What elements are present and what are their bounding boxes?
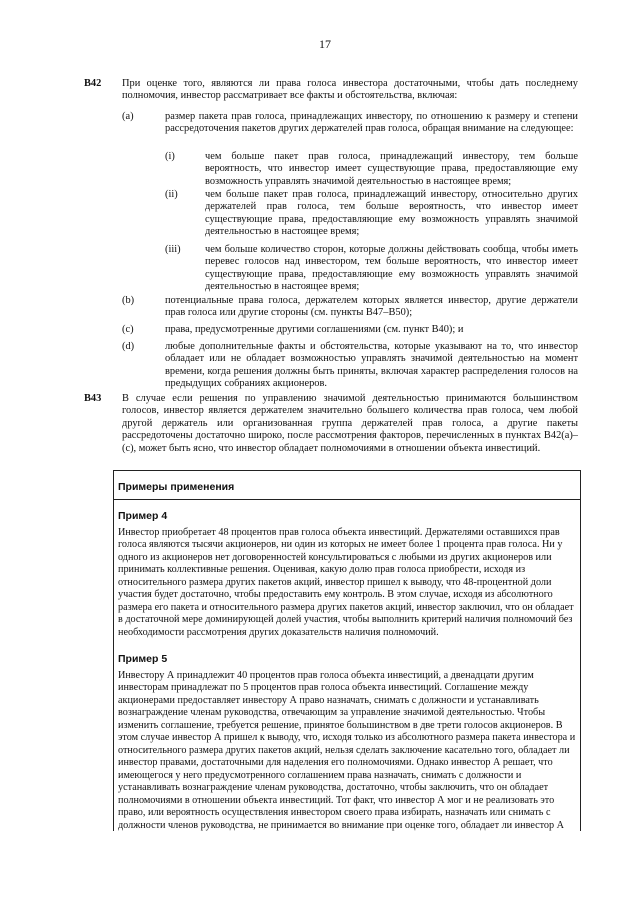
subitem-label: (ii)	[165, 189, 178, 200]
example-4	[114, 510, 580, 639]
item-text: размер пакета прав голоса, принадлежащих инвестору, по отношению к размеру и степени рассредоточения пакетов других держателей прав голоса, обращая внимание на следующее:	[165, 111, 578, 135]
examples-box	[113, 470, 581, 831]
subitem-label: (i)	[165, 151, 175, 162]
example-text: Инвестор приобретает 48 процентов прав голоса объекта инвестиций. Держателями оставшихся прав голоса являются тысячи акционеров, ни один из которых не имеет более 1 процента прав голоса. Ни у одного из акционеров нет договоренностей консультироваться с любыми из других акционеров или принимать коллективные решения. Оценивая, какую долю прав голоса приобрести, исходя из относительного размера других пакетов акций, инвестор пришел к выводу, что 48-процентной доли участия будет достаточно, чтобы предоставить ему контроль. В этом случае, исходя из абсолютного размера его пакета и относительного размера других пакетов акций, инвестор заключил, что он обладает в достаточной мере доминирующей долей участия, чтобы выполнить критерий наличия полномочий без необходимости рассмотрения других доказательств наличия полномочий.	[118, 526, 574, 638]
example-text: Инвестору А принадлежит 40 процентов прав голоса объекта инвестиций, а двенадцати другим инвесторам принадлежат по 5 процентов прав голоса объекта инвестиций. Соглашение между акционерами предоставляет инвестору А право назначать, снимать с должности и устанавливать вознаграждение членам руководства, отвечающим за управление значимой деятельностью. Чтобы изменить соглашение, требуется решение, принятое большинством в две трети голосов акционеров. В этом случае инвестор А пришел к выводу, что, исходя только из абсолютного размера пакета инвестора и относительного размера других пакетов акций, нельзя сделать заключение касательно того, обладает ли инвестор правами, достаточными для наделения его полномочиями. Однако инвестор А решает, что имеющегося у него предусмотренного соглашением права назначать, снимать с должности и устанавливать вознаграждение членам руководства, достаточно, чтобы заключить, что он обладает полномочиями в отношении объекта инвестиций. Тот факт, что инвестор А мог и не реализовать это право, или вероятность осуществления инвестором своего права избирать, назначать или снимать с должности членов руководства, не принимается во внимание при оценке того, обладает ли инвестор А	[118, 669, 576, 831]
paragraph-label: B43	[84, 393, 102, 404]
page-number: 17	[319, 37, 331, 51]
item-label: (d)	[122, 341, 135, 352]
paragraph-label: B42	[84, 78, 102, 89]
example-title: Пример 5	[118, 653, 168, 666]
item-text: потенциальные права голоса, держателем которых является инвестор, другие держатели прав голоса или другие стороны (см. пункты B47–B50);	[165, 295, 578, 319]
item-label: (b)	[122, 295, 135, 306]
subitem-label: (iii)	[165, 244, 181, 255]
paragraph-text: При оценке того, являются ли права голоса инвестора достаточными, чтобы дать последнему полномочия, инвестор рассматривает все факты и обстоятельства, включая:	[122, 78, 578, 102]
example-5	[114, 653, 580, 832]
item-text: права, предусмотренные другими соглашениями (см. пункт B40); и	[165, 324, 464, 335]
item-label: (c)	[122, 324, 134, 335]
subitem-text: чем больше пакет прав голоса, принадлежащий инвестору, тем больше вероятность, что инвестор имеет существующие права, предоставляющие ему возможность управлять значимой деятельностью в настоящее время;	[205, 151, 578, 187]
example-title: Пример 4	[118, 510, 168, 523]
subitem-text: чем больше количество сторон, которые должны действовать сообща, чтобы иметь перевес голосов над инвестором, тем больше вероятность, что инвестор имеет существующие права, предоставляющие ему возможность управлять значимой деятельностью в настоящее время;	[205, 244, 578, 293]
item-label: (a)	[122, 111, 134, 122]
item-text: любые дополнительные факты и обстоятельства, которые указывают на то, что инвестор обладает или не обладает возможностью управлять значимой деятельностью на момент времени, когда решения должны быть приняты, включая характер распределения голосов на предыдущих собраниях акционеров.	[165, 341, 578, 390]
paragraph-text: В случае если решения по управлению значимой деятельностью принимаются большинством голосов, инвестор является держателем значительно большего количества прав голоса, чем любой другой держатель или организованная группа держателей прав голоса, а другие пакеты рассредоточены достаточно широко, после рассмотрения факторов, перечисленных в пунктах B42(a)–(c), может быть ясно, что инвестор обладает полномочиями в отношении объекта инвестиций.	[122, 393, 578, 454]
examples-heading: Примеры применения	[114, 471, 580, 500]
subitem-text: чем больше пакет прав голоса, принадлежащий инвестору, относительно других держателей прав голоса, тем больше вероятность, что инвестор имеет существующие права, предоставляющие ему возможность управлять значимой деятельностью в настоящее время;	[205, 189, 578, 238]
